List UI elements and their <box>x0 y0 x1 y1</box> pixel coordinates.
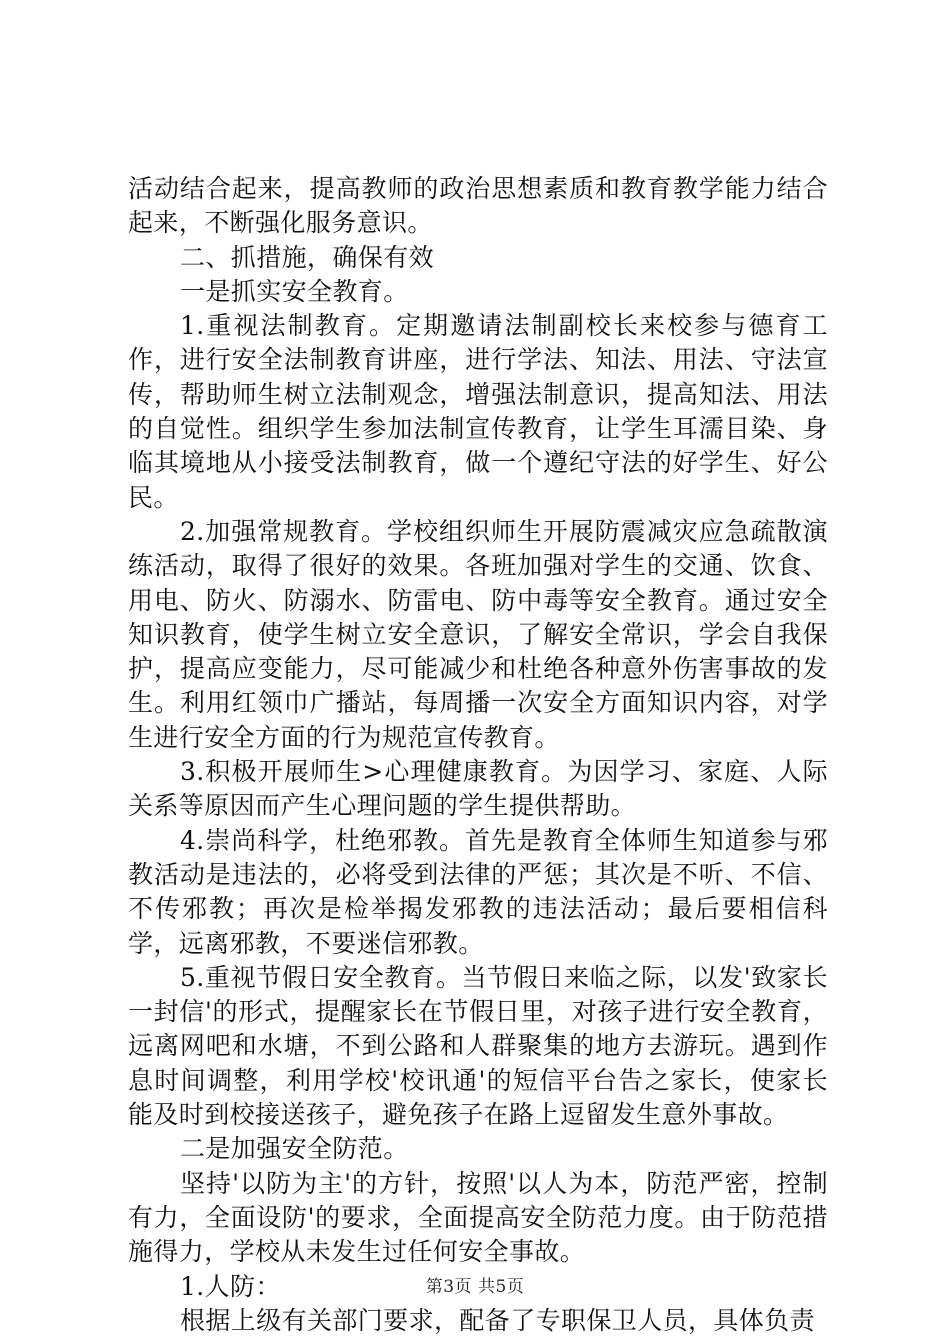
subsection-heading: 一是抓实安全教育。 <box>180 276 409 306</box>
paragraph: 坚持'以防为主'的方针，按照'以人为本，防范严密，控制有力，全面设防'的要求，全面提高安全防范力度。由于防范措施得力，学校从未发生过任何安全事故。 <box>128 1168 828 1267</box>
paragraph: 根据上级有关部门要求，配备了专职保卫人员，具体负责 <box>180 1305 816 1335</box>
paragraph: 活动结合起来，提高教师的政治思想素质和教育教学能力结合起来，不断强化服务意识。 <box>128 174 828 238</box>
paragraph: 1.重视法制教育。定期邀请法制副校长来校参与德育工作，进行安全法制教育讲座，进行学法、知法、用法、守法宣传，帮助师生树立法制观念，增强法制意识，提高知法、用法的自觉性。组织学生参加法制宣传教育，让学生耳濡目染、身临其境地从小接受法制教育，做一个遵纪守法的好学生、好公民。 <box>128 311 828 512</box>
paragraph: 4.崇尚科学，杜绝邪教。首先是教育全体师生知道参与邪教活动是违法的，必将受到法律的严惩；其次是不听、不信、不传邪教；再次是检举揭发邪教的违法活动；最后要相信科学，远离邪教，不要迷信邪教。 <box>128 825 828 958</box>
paragraph: 3.积极开展师生>心理健康教育。为因学习、家庭、人际关系等原因而产生心理问题的学生提供帮助。 <box>128 757 828 821</box>
section-heading: 二、抓措施，确保有效 <box>180 242 435 272</box>
item-heading: 1.人防： <box>180 1271 281 1301</box>
paragraph: 5.重视节假日安全教育。当节假日来临之际，以发'致家长一封信'的形式，提醒家长在节假日里，对孩子进行安全教育，远离网吧和水塘，不到公路和人群聚集的地方去游玩。遇到作息时间调整，利用学校'校讯通'的短信平台告之家长，使家长能及时到校接送孩子，避免孩子在路上逗留发生意外事故。 <box>128 962 828 1130</box>
document-body <box>128 172 828 1338</box>
subsection-heading: 二是加强安全防范。 <box>180 1134 409 1164</box>
page-number-footer: 第3页 共5页 <box>425 1277 525 1297</box>
paragraph: 2.加强常规教育。学校组织师生开展防震减灾应急疏散演练活动，取得了很好的效果。各班加强对学生的交通、饮食、用电、防火、防溺水、防雷电、防中毒等安全教育。通过安全知识教育，使学生树立安全意识，了解安全常识，学会自我保护，提高应变能力，尽可能减少和杜绝各种意外伤害事故的发生。利用红领巾广播站，每周播一次安全方面知识内容，对学生进行安全方面的行为规范宣传教育。 <box>128 516 828 752</box>
